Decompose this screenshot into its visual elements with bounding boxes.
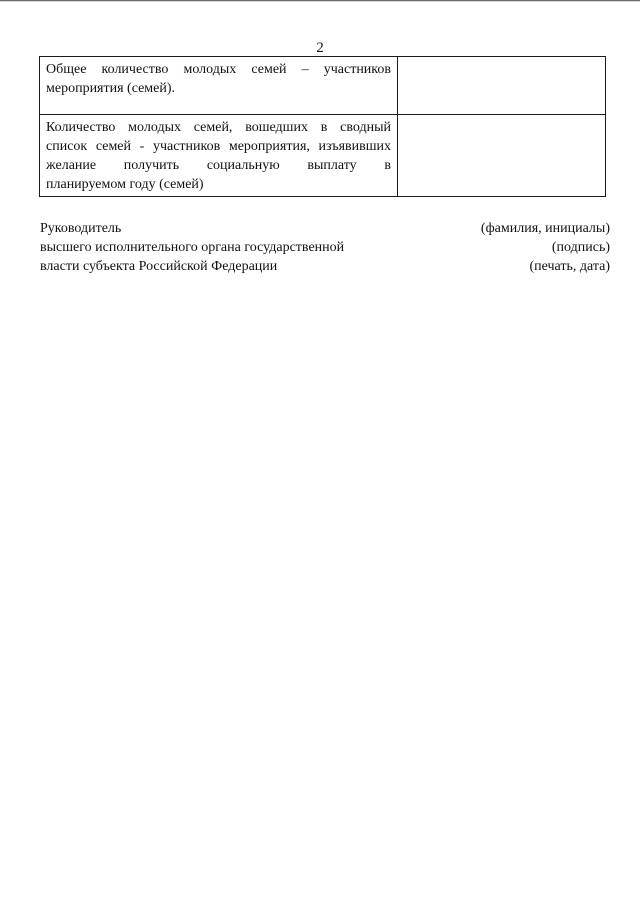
signature-line <box>40 257 610 276</box>
signature-field-caption: (подпись) <box>551 240 610 255</box>
scan-edge-shadow <box>0 1 640 2</box>
table-row <box>40 115 606 197</box>
signature-block <box>40 219 610 276</box>
row-label-line: список семей - участников мероприятия, изъявивших <box>46 139 391 154</box>
data-table <box>39 56 606 197</box>
row-label-line: Количество молодых семей, вошедших в сводный <box>46 120 391 135</box>
row-label-cell <box>40 57 398 115</box>
table-row <box>40 57 606 115</box>
signature-field-caption: (печать, дата) <box>529 259 610 274</box>
signature-line <box>40 219 610 238</box>
row-label-line: планируемом году (семей) <box>46 177 204 192</box>
row-value-cell <box>398 115 606 197</box>
row-label-line: Общее количество молодых семей – участников <box>46 62 391 77</box>
row-label-line: желание получить социальную выплату в <box>46 158 391 173</box>
page-number: 2 <box>316 40 324 56</box>
row-label-line: мероприятия (семей). <box>46 81 176 96</box>
signature-line <box>40 238 610 257</box>
signature-field-caption: (фамилия, инициалы) <box>480 221 610 236</box>
signatory-title-line: Руководитель <box>40 221 122 236</box>
signatory-title-line: высшего исполнительного органа государственной <box>40 240 345 255</box>
signatory-title-line: власти субъекта Российской Федерации <box>40 259 278 274</box>
row-value-cell <box>398 57 606 115</box>
row-label-cell <box>40 115 398 197</box>
